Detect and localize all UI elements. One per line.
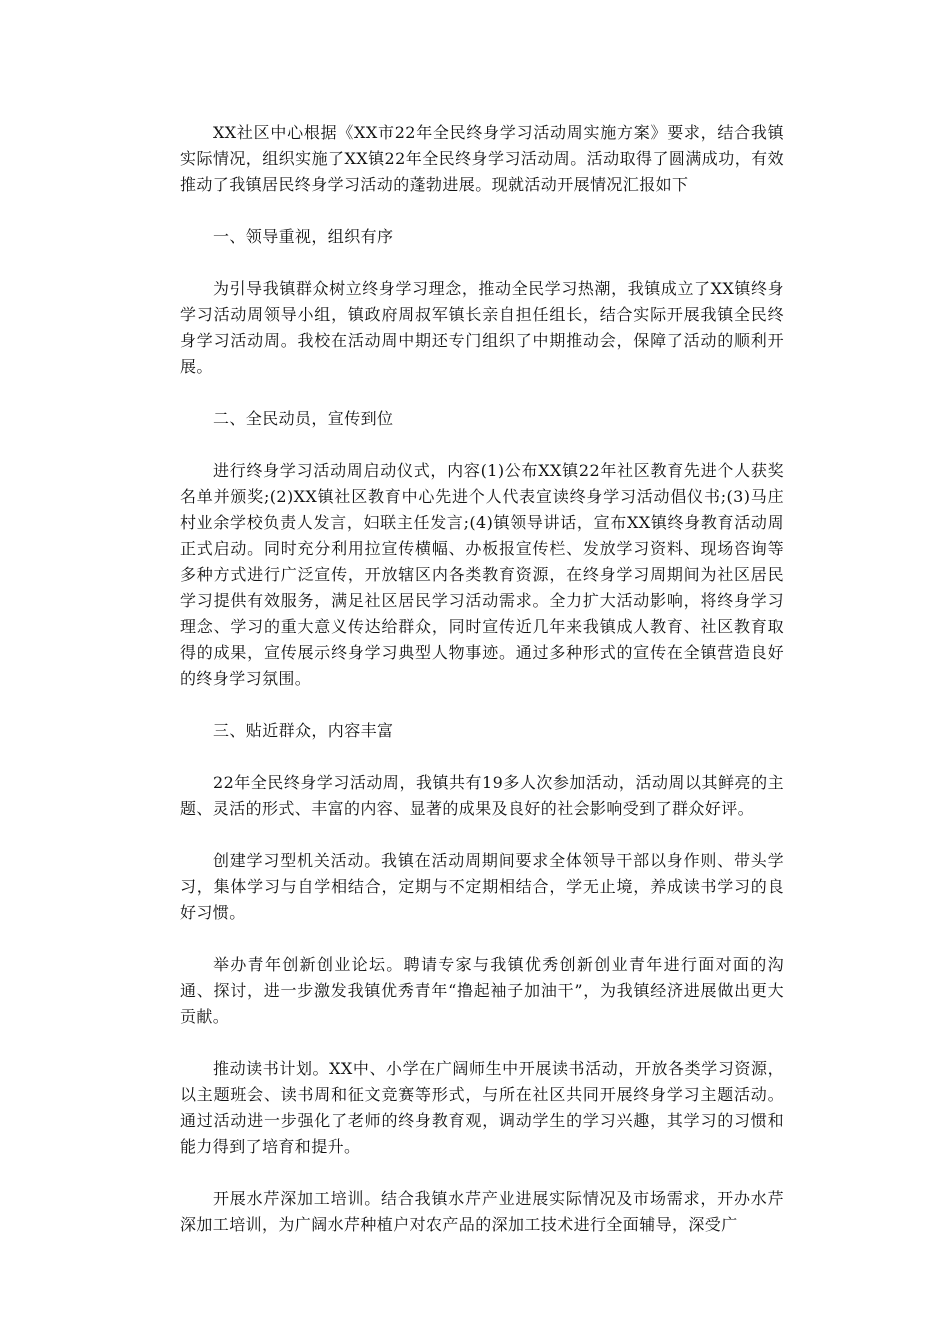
document-page	[180, 120, 784, 1238]
section2-paragraph-1: 进行终身学习活动周启动仪式，内容(1)公布XX镇22年社区教育先进个人获奖名单并颁奖;(2)XX镇社区教育中心先进个人代表宣读终身学习活动倡仪书;(3)马庄村业余学校负责人发言，妇联主任发言;(4)镇领导讲话，宣布XX镇终身教育活动周正式启动。同时充分利用拉宣传横幅、办板报宣传栏、发放学习资料、现场咨询等多种方式进行广泛宣传，开放辖区内各类教育资源，在终身学习周期间为社区居民学习提供有效服务，满足社区居民学习活动需求。全力扩大活动影响，将终身学习理念、学习的重大意义传达给群众，同时宣传近几年来我镇成人教育、社区教育取得的成果，宣传展示终身学习典型人物事迹。通过多种形式的宣传在全镇营造良好的终身学习氛围。	[180, 461, 784, 688]
section3-paragraph-5: 开展水芹深加工培训。结合我镇水芹产业进展实际情况及市场需求，开办水芹深加工培训，为广阔水芹种植户对农产品的深加工技术进行全面辅导，深受广	[180, 1189, 784, 1234]
section-heading-3: 三、贴近群众，内容丰富	[213, 721, 394, 740]
section3-paragraph-1: 22年全民终身学习活动周，我镇共有19多人次参加活动，活动周以其鲜亮的主题、灵活的形式、丰富的内容、显著的成果及良好的社会影响受到了群众好评。	[180, 773, 784, 818]
section3-paragraph-4: 推动读书计划。XX中、小学在广阔师生中开展读书活动，开放各类学习资源，以主题班会、读书周和征文竞赛等形式，与所在社区共同开展终身学习主题活动。通过活动进一步强化了老师的终身教育观，调动学生的学习兴趣，其学习的习惯和能力得到了培育和提升。	[180, 1059, 784, 1156]
section3-paragraph-3: 举办青年创新创业论坛。聘请专家与我镇优秀创新创业青年进行面对面的沟通、探讨，进一步激发我镇优秀青年“撸起袖子加油干”，为我镇经济进展做出更大贡献。	[180, 955, 784, 1026]
section1-paragraph-1: 为引导我镇群众树立终身学习理念，推动全民学习热潮，我镇成立了XX镇终身学习活动周领导小组，镇政府周叔军镇长亲自担任组长，结合实际开展我镇全民终身学习活动周。我校在活动周中期还专门组织了中期推动会，保障了活动的顺利开展。	[180, 279, 784, 376]
section-heading-2: 二、全民动员，宣传到位	[213, 409, 394, 428]
section-heading-1: 一、领导重视，组织有序	[213, 227, 394, 246]
section3-paragraph-2: 创建学习型机关活动。我镇在活动周期间要求全体领导干部以身作则、带头学习，集体学习与自学相结合，定期与不定期相结合，学无止境，养成读书学习的良好习惯。	[180, 851, 784, 922]
intro-paragraph: XX社区中心根据《XX市22年全民终身学习活动周实施方案》要求，结合我镇实际情况，组织实施了XX镇22年全民终身学习活动周。活动取得了圆满成功，有效推动了我镇居民终身学习活动的蓬勃进展。现就活动开展情况汇报如下	[180, 123, 784, 194]
